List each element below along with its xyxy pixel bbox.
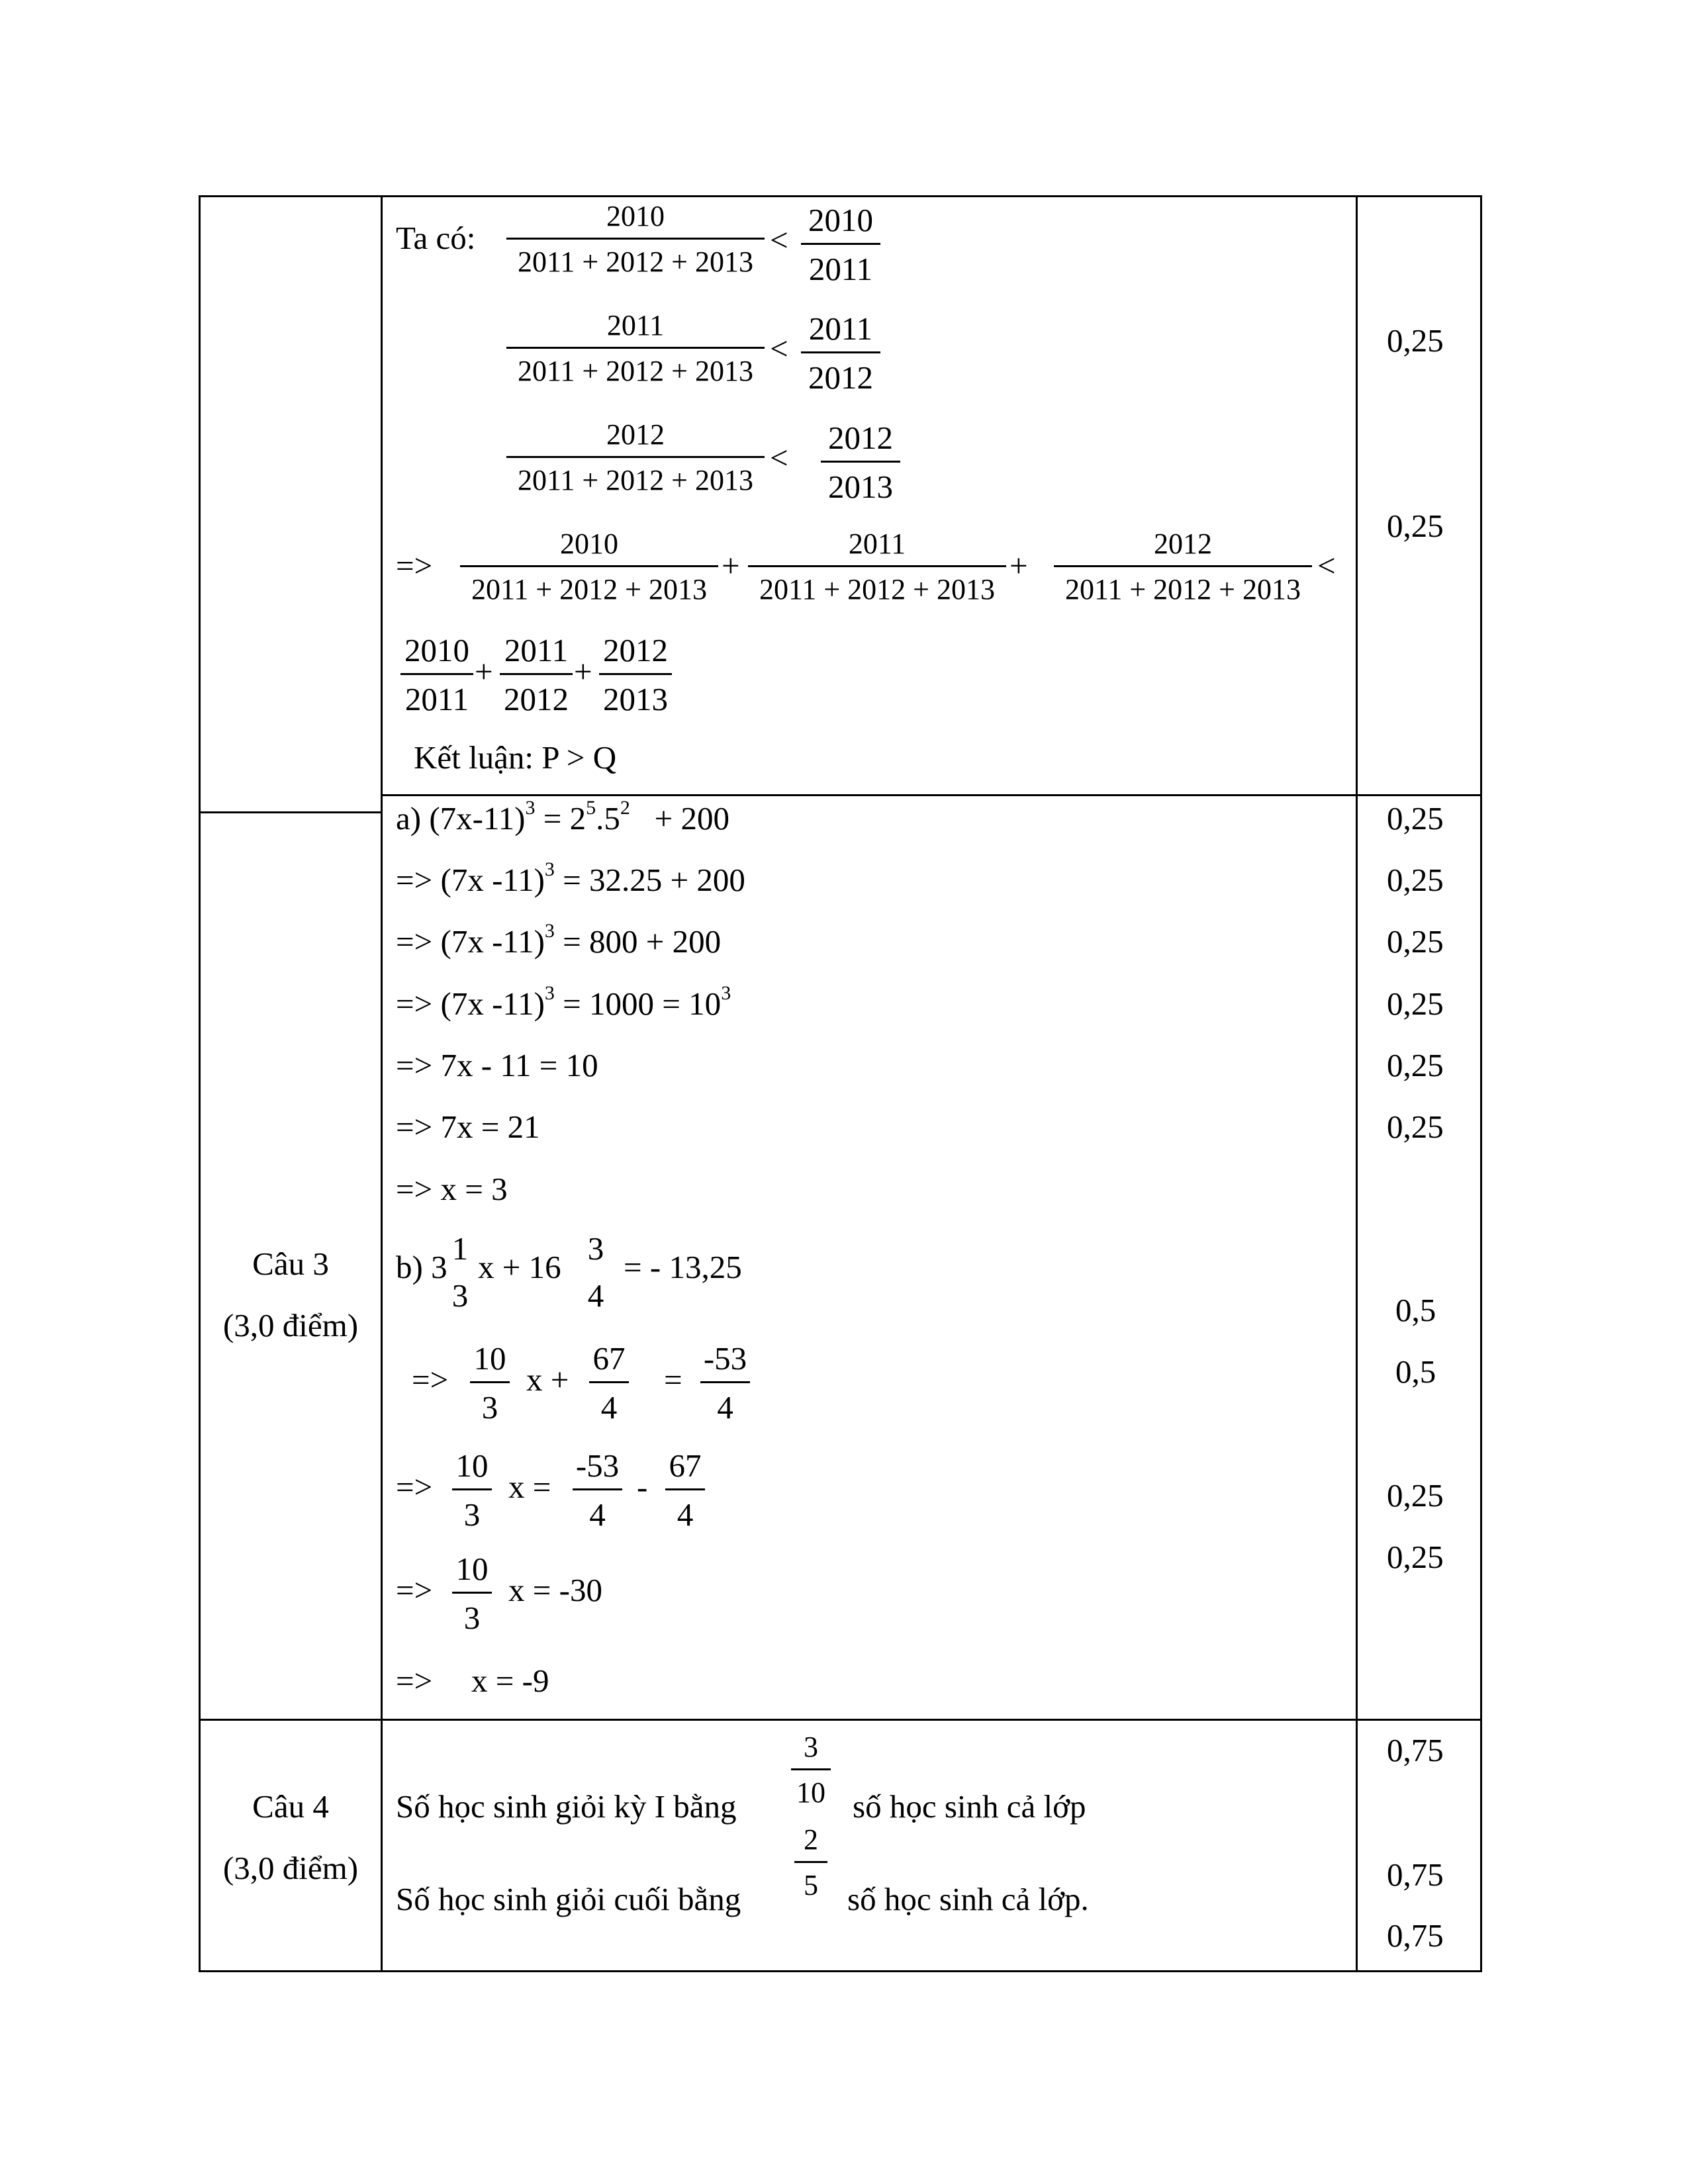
sum-fraction-3	[1054, 529, 1312, 604]
plus-sign: +	[475, 653, 493, 690]
fraction	[470, 1342, 510, 1424]
score: 0,75	[1387, 1856, 1444, 1893]
implies-sign: =>	[396, 547, 433, 584]
text: = - 13,25	[624, 1249, 742, 1285]
row-divider-1-content	[381, 794, 1482, 796]
text: a) (7x-11)	[396, 800, 526, 837]
score: 0,25	[1387, 800, 1444, 837]
text: số học sinh cả lớp.	[847, 1881, 1089, 1917]
denominator: 2012	[504, 681, 569, 717]
fraction	[452, 1553, 492, 1634]
text: =	[664, 1361, 682, 1398]
question-3-label: Câu 3	[252, 1246, 329, 1282]
part-a-line-5: => 7x - 11 = 10	[396, 1047, 598, 1083]
denominator: 4	[589, 1496, 606, 1533]
score: 0,25	[1387, 1477, 1444, 1514]
numerator: 2011	[808, 310, 873, 347]
rhs-fraction-2	[801, 312, 880, 394]
numerator: 2012	[606, 418, 665, 451]
numerator: 2011	[504, 632, 569, 668]
score: 0,75	[1387, 1732, 1444, 1768]
text: = 800 + 200	[554, 923, 722, 960]
denominator: 4	[587, 1277, 604, 1314]
less-than-sign: <	[770, 439, 788, 476]
denominator: 2011	[404, 681, 469, 717]
part-a-line-7: => x = 3	[396, 1171, 508, 1207]
score: 0,25	[1387, 985, 1444, 1022]
denominator: 5	[804, 1869, 818, 1901]
denominator: 4	[677, 1496, 694, 1533]
numerator: 2010	[606, 200, 665, 232]
table-border-left	[199, 195, 201, 1972]
sum-fraction-1	[460, 529, 718, 604]
text: => (7x -11)	[396, 923, 545, 960]
text: x = -30	[508, 1572, 602, 1608]
exponent: 3	[525, 797, 536, 819]
less-than-sign: <	[1317, 547, 1336, 584]
part-a-line-6: => 7x = 21	[396, 1109, 540, 1145]
numerator: 10	[455, 1447, 489, 1484]
rhs-sum-fraction-3	[599, 634, 672, 715]
score: 0,25	[1387, 923, 1444, 960]
denominator: 2011 + 2012 + 2013	[1065, 573, 1301, 606]
exponent: 3	[544, 982, 555, 1004]
text: => (7x -11)	[396, 862, 545, 898]
denominator: 4	[600, 1389, 618, 1426]
implies-sign: =>	[396, 1662, 433, 1699]
denominator: 2013	[603, 681, 668, 717]
part-a-line-4	[396, 982, 731, 1022]
score: 0,25	[1387, 1109, 1444, 1145]
minus-sign: -	[637, 1469, 648, 1505]
table-border-top	[199, 195, 1482, 197]
numerator: 2010	[404, 632, 469, 668]
score: 0,5	[1395, 1353, 1436, 1390]
text: Số học sinh giỏi kỳ I bằng	[396, 1788, 737, 1825]
fraction	[791, 1733, 831, 1807]
numerator: 2011	[606, 309, 665, 341]
numerator: 3	[804, 1731, 818, 1763]
implies-sign: =>	[412, 1361, 449, 1398]
denominator: 2011 + 2012 + 2013	[518, 246, 753, 278]
text: = 32.25 + 200	[554, 862, 745, 898]
plus-sign: +	[574, 653, 592, 690]
numerator: -53	[703, 1340, 747, 1377]
exponent: 3	[721, 982, 731, 1004]
lhs-fraction-1	[506, 202, 765, 277]
denominator: 3	[481, 1389, 498, 1426]
rhs-sum-fraction-2	[500, 634, 573, 715]
numerator: 67	[669, 1447, 702, 1484]
fraction	[589, 1342, 629, 1424]
score: 0,75	[1387, 1917, 1444, 1954]
text: .5	[596, 800, 620, 837]
numerator: 2010	[560, 527, 618, 560]
score: 0,25	[1387, 1539, 1444, 1575]
text: = 2	[535, 800, 586, 837]
less-than-sign: <	[770, 222, 788, 258]
text: => (7x -11)	[396, 985, 545, 1022]
exponent: 2	[620, 797, 630, 819]
sum-fraction-2	[748, 529, 1006, 604]
mixed-fraction-part	[586, 1232, 606, 1312]
exponent: 3	[544, 920, 555, 942]
text: x =	[508, 1469, 551, 1505]
row-divider-2	[199, 1719, 1482, 1721]
question-4-label: Câu 4	[252, 1788, 329, 1825]
rhs-fraction-1	[801, 204, 880, 285]
denominator: 2011 + 2012 + 2013	[518, 464, 753, 496]
plus-sign: +	[722, 547, 740, 584]
row-divider-1-left	[199, 811, 383, 813]
fraction	[700, 1342, 750, 1424]
denominator: 10	[796, 1776, 825, 1809]
numerator: 67	[592, 1340, 626, 1377]
denominator: 3	[463, 1600, 481, 1636]
numerator: -53	[575, 1447, 620, 1484]
denominator: 2011 + 2012 + 2013	[759, 573, 995, 606]
numerator: 2012	[603, 632, 668, 668]
fraction	[665, 1449, 705, 1531]
score: 0,5	[1395, 1292, 1436, 1328]
numerator: 10	[473, 1340, 506, 1377]
mixed-fraction-part	[450, 1232, 470, 1312]
implies-sign: =>	[396, 1469, 433, 1505]
column-divider-1	[381, 195, 383, 1972]
rhs-fraction-3	[821, 422, 900, 503]
denominator: 2011	[808, 251, 873, 287]
fraction	[794, 1825, 827, 1900]
exponent: 3	[544, 858, 555, 880]
denominator: 4	[717, 1389, 733, 1426]
numerator: 2010	[808, 202, 873, 238]
text: x + 16	[478, 1249, 561, 1285]
text: = 1000 = 10	[554, 985, 722, 1022]
numerator: 1	[451, 1230, 469, 1267]
exponent: 5	[586, 797, 596, 819]
part-b-prefix: b) 3	[396, 1249, 447, 1285]
score: 0,25	[1387, 1047, 1444, 1083]
ta-co-label: Ta có:	[396, 220, 476, 256]
question-3-points: (3,0 điểm)	[222, 1307, 359, 1343]
part-a-line-3	[396, 920, 722, 960]
score: 0,25	[1387, 322, 1444, 359]
denominator: 2013	[828, 469, 893, 505]
conclusion-text: Kết luận: P > Q	[414, 739, 617, 776]
lhs-fraction-3	[506, 420, 765, 495]
score: 0,25	[1387, 508, 1444, 544]
rhs-sum-fraction-1	[400, 634, 473, 715]
part-a-line-1	[396, 797, 729, 837]
numerator: 2011	[848, 527, 906, 560]
denominator: 2012	[808, 359, 873, 396]
text: + 200	[630, 800, 729, 837]
denominator: 3	[451, 1277, 469, 1314]
text: x +	[526, 1361, 569, 1398]
numerator: 2	[804, 1823, 818, 1856]
numerator: 3	[587, 1230, 604, 1267]
table-border-bottom	[199, 1970, 1482, 1972]
less-than-sign: <	[770, 330, 788, 367]
column-divider-2	[1356, 195, 1358, 1972]
numerator: 10	[455, 1551, 489, 1587]
numerator: 2012	[1154, 527, 1212, 560]
implies-sign: =>	[396, 1572, 433, 1608]
denominator: 2011 + 2012 + 2013	[471, 573, 707, 606]
text: x = -9	[471, 1662, 549, 1699]
fraction	[452, 1449, 492, 1531]
denominator: 3	[463, 1496, 481, 1533]
text: Số học sinh giỏi cuối bằng	[396, 1881, 741, 1917]
question-4-points: (3,0 điểm)	[222, 1850, 359, 1886]
part-a-line-2	[396, 858, 745, 898]
table-border-right	[1480, 195, 1482, 1972]
text: số học sinh cả lớp	[853, 1788, 1086, 1825]
fraction	[573, 1449, 622, 1531]
plus-sign: +	[1009, 547, 1028, 584]
numerator: 2012	[828, 420, 893, 456]
lhs-fraction-2	[506, 311, 765, 386]
denominator: 2011 + 2012 + 2013	[518, 355, 753, 387]
score: 0,25	[1387, 862, 1444, 898]
